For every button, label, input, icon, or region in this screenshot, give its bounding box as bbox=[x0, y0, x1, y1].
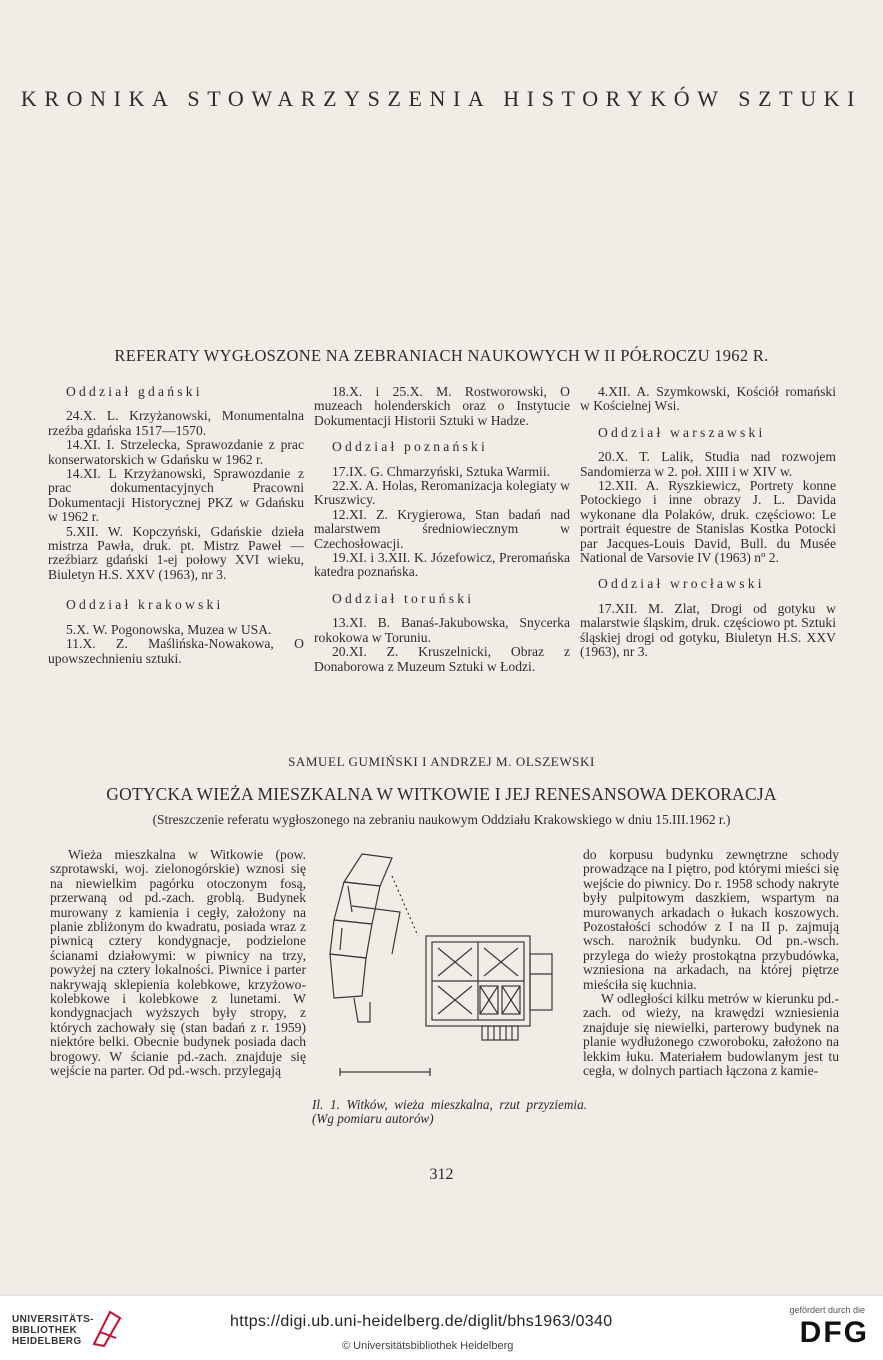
branch-heading-krakow: Oddział krakowski bbox=[66, 597, 224, 613]
report-entry: 12.XII. A. Ryszkiewicz, Portrety konne Potockiego i inne obrazy J. L. Davida wykonane dla Polaków, druk. częściowo: Le portrait équestre de Stanislas Kostka Potocki par Jacques-Louis David, Bull. du Musée National de Varsovie IV (1963) nº 2. bbox=[580, 478, 836, 566]
article-right-column bbox=[583, 848, 839, 1079]
report-entry: 4.XII. A. Szymkowski, Kościół romański w Kościelnej Wsi. bbox=[580, 384, 836, 414]
page-number: 312 bbox=[429, 1166, 454, 1183]
article-paragraph: Wieża mieszkalna w Witkowie (pow. szprotawski, woj. zielonogórskie) wznosi się na niewielkim pagórku otoczonym fosą, przerwaną od pd.-zach. groblą. Budynek murowany z kamienia i cegły, założony na planie zbliżonym do kwadratu, posiada wraz z piwnicą cztery kondygnacje, podzielone ścianami działowymi: w piwnicy na trzy, powyżej na cztery lokalności. Piwnice i parter nakrywają sklepienia kolebkowe, krzyżowo-kolebkowe i kolebkowe z lunetami. W kondygnacjach wyższych były stropy, z których zachowały się (stan badań z r. 1959) niektóre belki. Obecnie budynek posiada dach brogowy. W ścianie pd.-zach. znajduje się wejście na parter. Od pd.-wsch. przylegają bbox=[50, 847, 306, 1079]
report-entry: 11.X. Z. Maślińska-Nowakowa, O upowszechnieniu sztuki. bbox=[48, 636, 304, 666]
viewer-footer bbox=[0, 1295, 883, 1360]
report-entry: 19.XI. i 3.XII. K. Józefowicz, Preromańska katedra poznańska. bbox=[314, 550, 570, 580]
dfg-logo: DFG bbox=[799, 1316, 869, 1349]
report-entry: 14.XI. I. Strzelecka, Sprawozdanie z prac konserwatorskich w Gdańsku w 1962 r. bbox=[48, 437, 304, 467]
article-title: GOTYCKA WIEŻA MIESZKALNA W WITKOWIE I JEJ RENESANSOWA DEKORACJA bbox=[106, 784, 777, 804]
running-header: KRONIKA STOWARZYSZENIA HISTORYKÓW SZTUKI bbox=[20, 86, 863, 111]
sponsor-label: gefördert durch die bbox=[789, 1305, 865, 1315]
branch-heading-torun: Oddział toruński bbox=[332, 590, 475, 606]
report-entry: 20.X. T. Lalik, Studia nad rozwojem Sandomierza w 2. poł. XIII i w XIV w. bbox=[580, 449, 836, 479]
report-column-2 bbox=[314, 385, 570, 674]
branch-heading-gdansk: Oddział gdański bbox=[66, 384, 203, 399]
report-entry: 5.XII. W. Kopczyński, Gdańskie dzieła mistrza Pawła, druk. pt. Mistrz Paweł — rzeźbiarz gdański 1-ej połowy XVI wieku, Biuletyn H.S. XXV (1963), nr 3. bbox=[48, 523, 304, 582]
report-entry: 24.X. L. Krzyżanowski, Monumentalna rzeźba gdańska 1517—1570. bbox=[48, 408, 304, 438]
copyright-text: © Universitätsbibliothek Heidelberg bbox=[342, 1340, 514, 1352]
library-logo-icon bbox=[90, 1308, 124, 1348]
article-paragraph: W odległości kilku metrów w kierunku pd.-zach. od wieży, na krawędzi wzniesienia znajduje się niewielki, parterowy budynek na planie wydłużonego czworoboku, założono na lekkim łuku. Materiałem budowlanym jest tu cegła, w dolnych partiach łączona z kamie- bbox=[583, 991, 839, 1079]
report-column-3 bbox=[580, 385, 836, 660]
report-entry: 18.X. i 25.X. M. Rostworowski, O muzeach holenderskich oraz o Instytucie Dokumentacji Historii Sztuki w Hadze. bbox=[314, 384, 570, 428]
report-entry: 5.X. W. Pogonowska, Muzea w USA. bbox=[66, 621, 272, 637]
branch-heading-wroclaw: Oddział wrocławski bbox=[598, 576, 765, 592]
document-url-link[interactable]: https://digi.ub.uni-heidelberg.de/diglit/bhs1963/0340 bbox=[230, 1313, 613, 1330]
article-authors: SAMUEL GUMIŃSKI I ANDRZEJ M. OLSZEWSKI bbox=[288, 754, 595, 769]
article-paragraph: do korpusu budynku zewnętrzne schody prowadzące na I piętro, pod którymi mieści się wejście do piwnicy. Do r. 1958 schody nakryte były pulpitowym daszkiem, wspartym na murowanych arkadach o łukach koszowych. Pozostałości schodów z I na II p. zajmują wsch. narożnik budynku. Od pn.-wsch. przylega do wieży prostokątna przybudówka, wzniesiona na arkadach, na której piętrze mieściła się kuchnia. bbox=[583, 847, 839, 992]
report-entry: 17.IX. G. Chmarzyński, Sztuka Warmii. bbox=[332, 463, 551, 479]
branch-heading-warszawa: Oddział warszawski bbox=[598, 424, 766, 440]
report-entry: 22.X. A. Holas, Reromanizacja kolegiaty w Kruszwicy. bbox=[314, 478, 570, 508]
report-entry: 14.XI. L Krzyżanowski, Sprawozdanie z prac dokumentacyjnych Pracowni Dokumentacji Historycznej PKZ w Gdańsku w 1962 r. bbox=[48, 466, 304, 525]
section-title: REFERATY WYGŁOSZONE NA ZEBRANIACH NAUKOWYCH W II PÓŁROCZU 1962 R. bbox=[114, 346, 769, 365]
caption-text: Il. 1. Witków, wieża mieszkalna, rzut przyziemia. (Wg pomiaru autorów) bbox=[312, 1097, 587, 1126]
library-name: UNIVERSITÄTS- BIBLIOTHEK HEIDELBERG bbox=[12, 1314, 94, 1347]
article-subtitle: (Streszczenie referatu wygłoszonego na zebraniu naukowym Oddziału Krakowskiego w dniu 15.III.1962 r.) bbox=[152, 812, 731, 827]
report-column-1 bbox=[48, 385, 304, 666]
article-left-column bbox=[50, 848, 306, 1079]
report-entry: 17.XII. M. Zlat, Drogi od gotyku w malarstwie śląskim, druk. częściowo pt. Sztuki śląskiej drogi od gotyku, Biuletyn H.S. XXV (1963), nr 3. bbox=[580, 600, 836, 660]
branch-heading-poznan: Oddział poznański bbox=[332, 439, 488, 455]
report-entry: 12.XI. Z. Krygierowa, Stan badań nad malarstwem średniowiecznym w Czechosłowacji. bbox=[314, 506, 570, 551]
report-entry: 20.XI. Z. Kruszelnicki, Obraz z Donaborowa z Muzeum Sztuki w Łodzi. bbox=[314, 644, 570, 674]
figure-caption bbox=[312, 1098, 587, 1126]
floor-plan-figure bbox=[322, 846, 577, 1086]
report-entry: 13.XI. B. Banaś-Jakubowska, Snycerka rokokowa w Toruniu. bbox=[314, 615, 570, 645]
